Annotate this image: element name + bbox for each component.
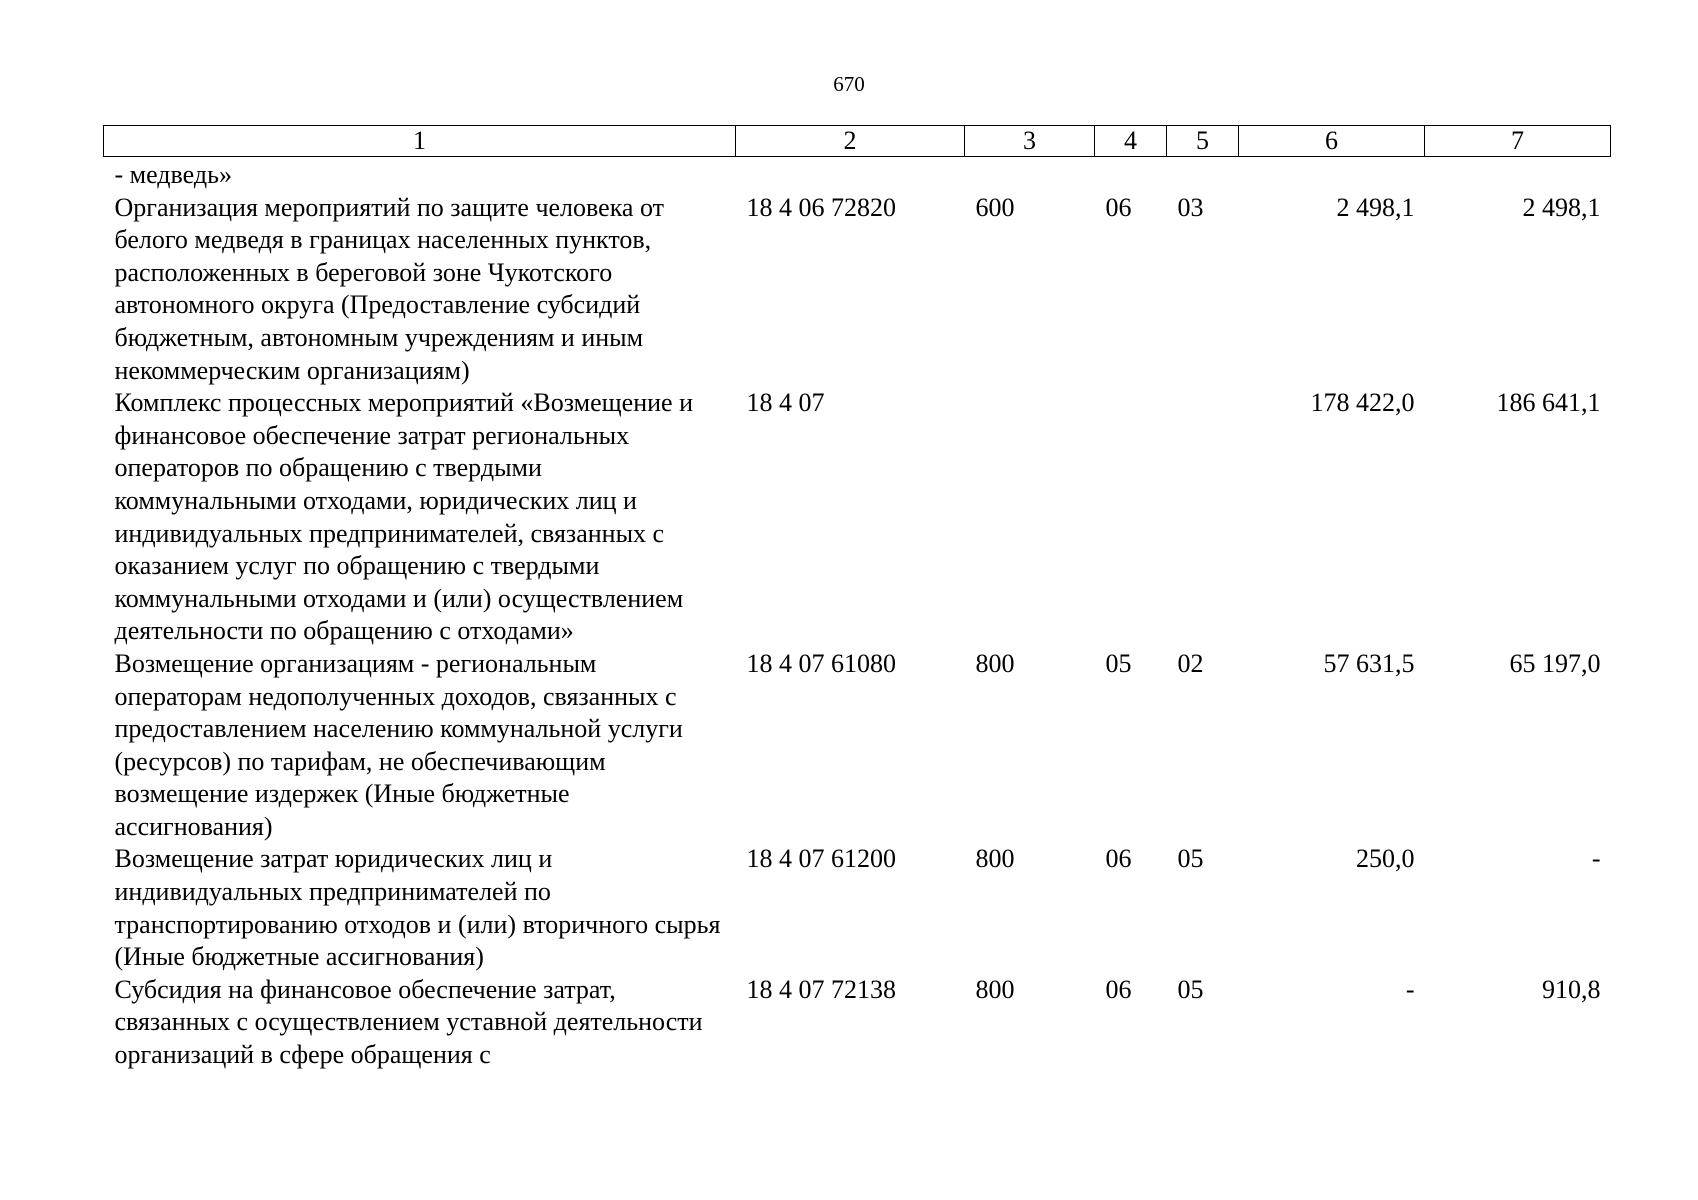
column-header-2: 2 [736, 126, 965, 157]
row-name: Возмещение затрат юридических лиц и индивидуальных предпринимателей по транспортированию отходов и (или) вторичного сырья (Иные бюджетные ассигнования) [114, 844, 721, 972]
row-subsection [1167, 157, 1239, 192]
row-section: 06 [1105, 192, 1132, 222]
row-sum-7: 910,8 [1542, 974, 1601, 1004]
column-header-5: 5 [1167, 126, 1239, 157]
row-expense-type: 800 [975, 648, 1015, 678]
row-subsection: 05 [1177, 844, 1204, 874]
row-code: 18 4 07 [746, 388, 825, 418]
row-sum-6: 178 422,0 [1310, 388, 1415, 418]
row-expense-type: 600 [975, 192, 1015, 222]
page-number: 670 [833, 72, 865, 96]
row-code: 18 4 07 72138 [746, 974, 896, 1004]
row-section: 05 [1105, 648, 1132, 678]
table-row [104, 843, 1611, 973]
column-header-1: 1 [104, 126, 736, 157]
row-expense-type: 800 [975, 974, 1015, 1004]
table-row [104, 387, 1611, 648]
table-row [104, 974, 1611, 1072]
row-name: Комплекс процессных мероприятий «Возмещение и финансовое обеспечение затрат региональных операторов по обращению с твердыми коммунальными отходами, юридических лиц и индивидуальных предпринимателей, связанных с оказанием услуг по обращению с твердыми коммунальными отходами и (или) осуществлением деятельности по обращению с отходами» [114, 388, 693, 646]
row-section: 06 [1105, 974, 1132, 1004]
row-section [1095, 157, 1167, 192]
row-expense-type: 800 [975, 844, 1015, 874]
row-sum-6: 57 631,5 [1323, 648, 1415, 678]
row-section [1095, 387, 1167, 648]
row-sum-6: - [1405, 974, 1415, 1004]
row-sum-7: 2 498,1 [1522, 192, 1601, 222]
row-code: 18 4 07 61200 [746, 844, 896, 874]
column-header-4: 4 [1095, 126, 1167, 157]
row-sum-6: 250,0 [1356, 844, 1415, 874]
row-section: 06 [1105, 844, 1132, 874]
header-row [104, 126, 1611, 157]
row-subsection: 05 [1177, 974, 1204, 1004]
row-sum-6 [1239, 157, 1425, 192]
row-sum-7: - [1591, 844, 1601, 874]
row-name: - медведь» [114, 160, 232, 189]
row-subsection [1167, 387, 1239, 648]
row-subsection: 02 [1177, 648, 1204, 678]
table-row [104, 648, 1611, 844]
row-sum-7: 186 641,1 [1496, 388, 1601, 418]
table-body [104, 157, 1611, 1072]
row-expense-type [965, 157, 1095, 192]
column-header-3: 3 [965, 126, 1095, 157]
table-row [104, 157, 1611, 192]
row-sum-7: 65 197,0 [1509, 648, 1601, 678]
row-code: 18 4 06 72820 [746, 192, 896, 222]
row-code [736, 157, 965, 192]
row-name: Субсидия на финансовое обеспечение затрат, связанных с осуществлением уставной деятельности организаций в сфере обращения с [114, 974, 703, 1070]
row-expense-type [965, 387, 1095, 648]
row-name: Возмещение организациям - региональным операторам недополученных доходов, связанных с предоставлением населению коммунальной услуги (ресурсов) по тарифам, не обеспечивающим возмещение издержек (Иные бюджетные ассигнования) [114, 648, 683, 841]
row-subsection: 03 [1177, 192, 1204, 222]
table-row [104, 192, 1611, 388]
row-code: 18 4 07 61080 [746, 648, 896, 678]
row-name: Организация мероприятий по защите человека от белого медведя в границах населенных пунктов, расположенных в береговой зоне Чукотского автономного округа (Предоставление субсидий бюджетным, автономным учреждениям и иным некоммерческим организациям) [114, 192, 664, 385]
budget-table [103, 125, 1611, 1072]
row-sum-6: 2 498,1 [1336, 192, 1415, 222]
row-sum-7 [1425, 157, 1611, 192]
column-header-7: 7 [1425, 126, 1611, 157]
column-header-6: 6 [1239, 126, 1425, 157]
table-header [104, 126, 1611, 157]
